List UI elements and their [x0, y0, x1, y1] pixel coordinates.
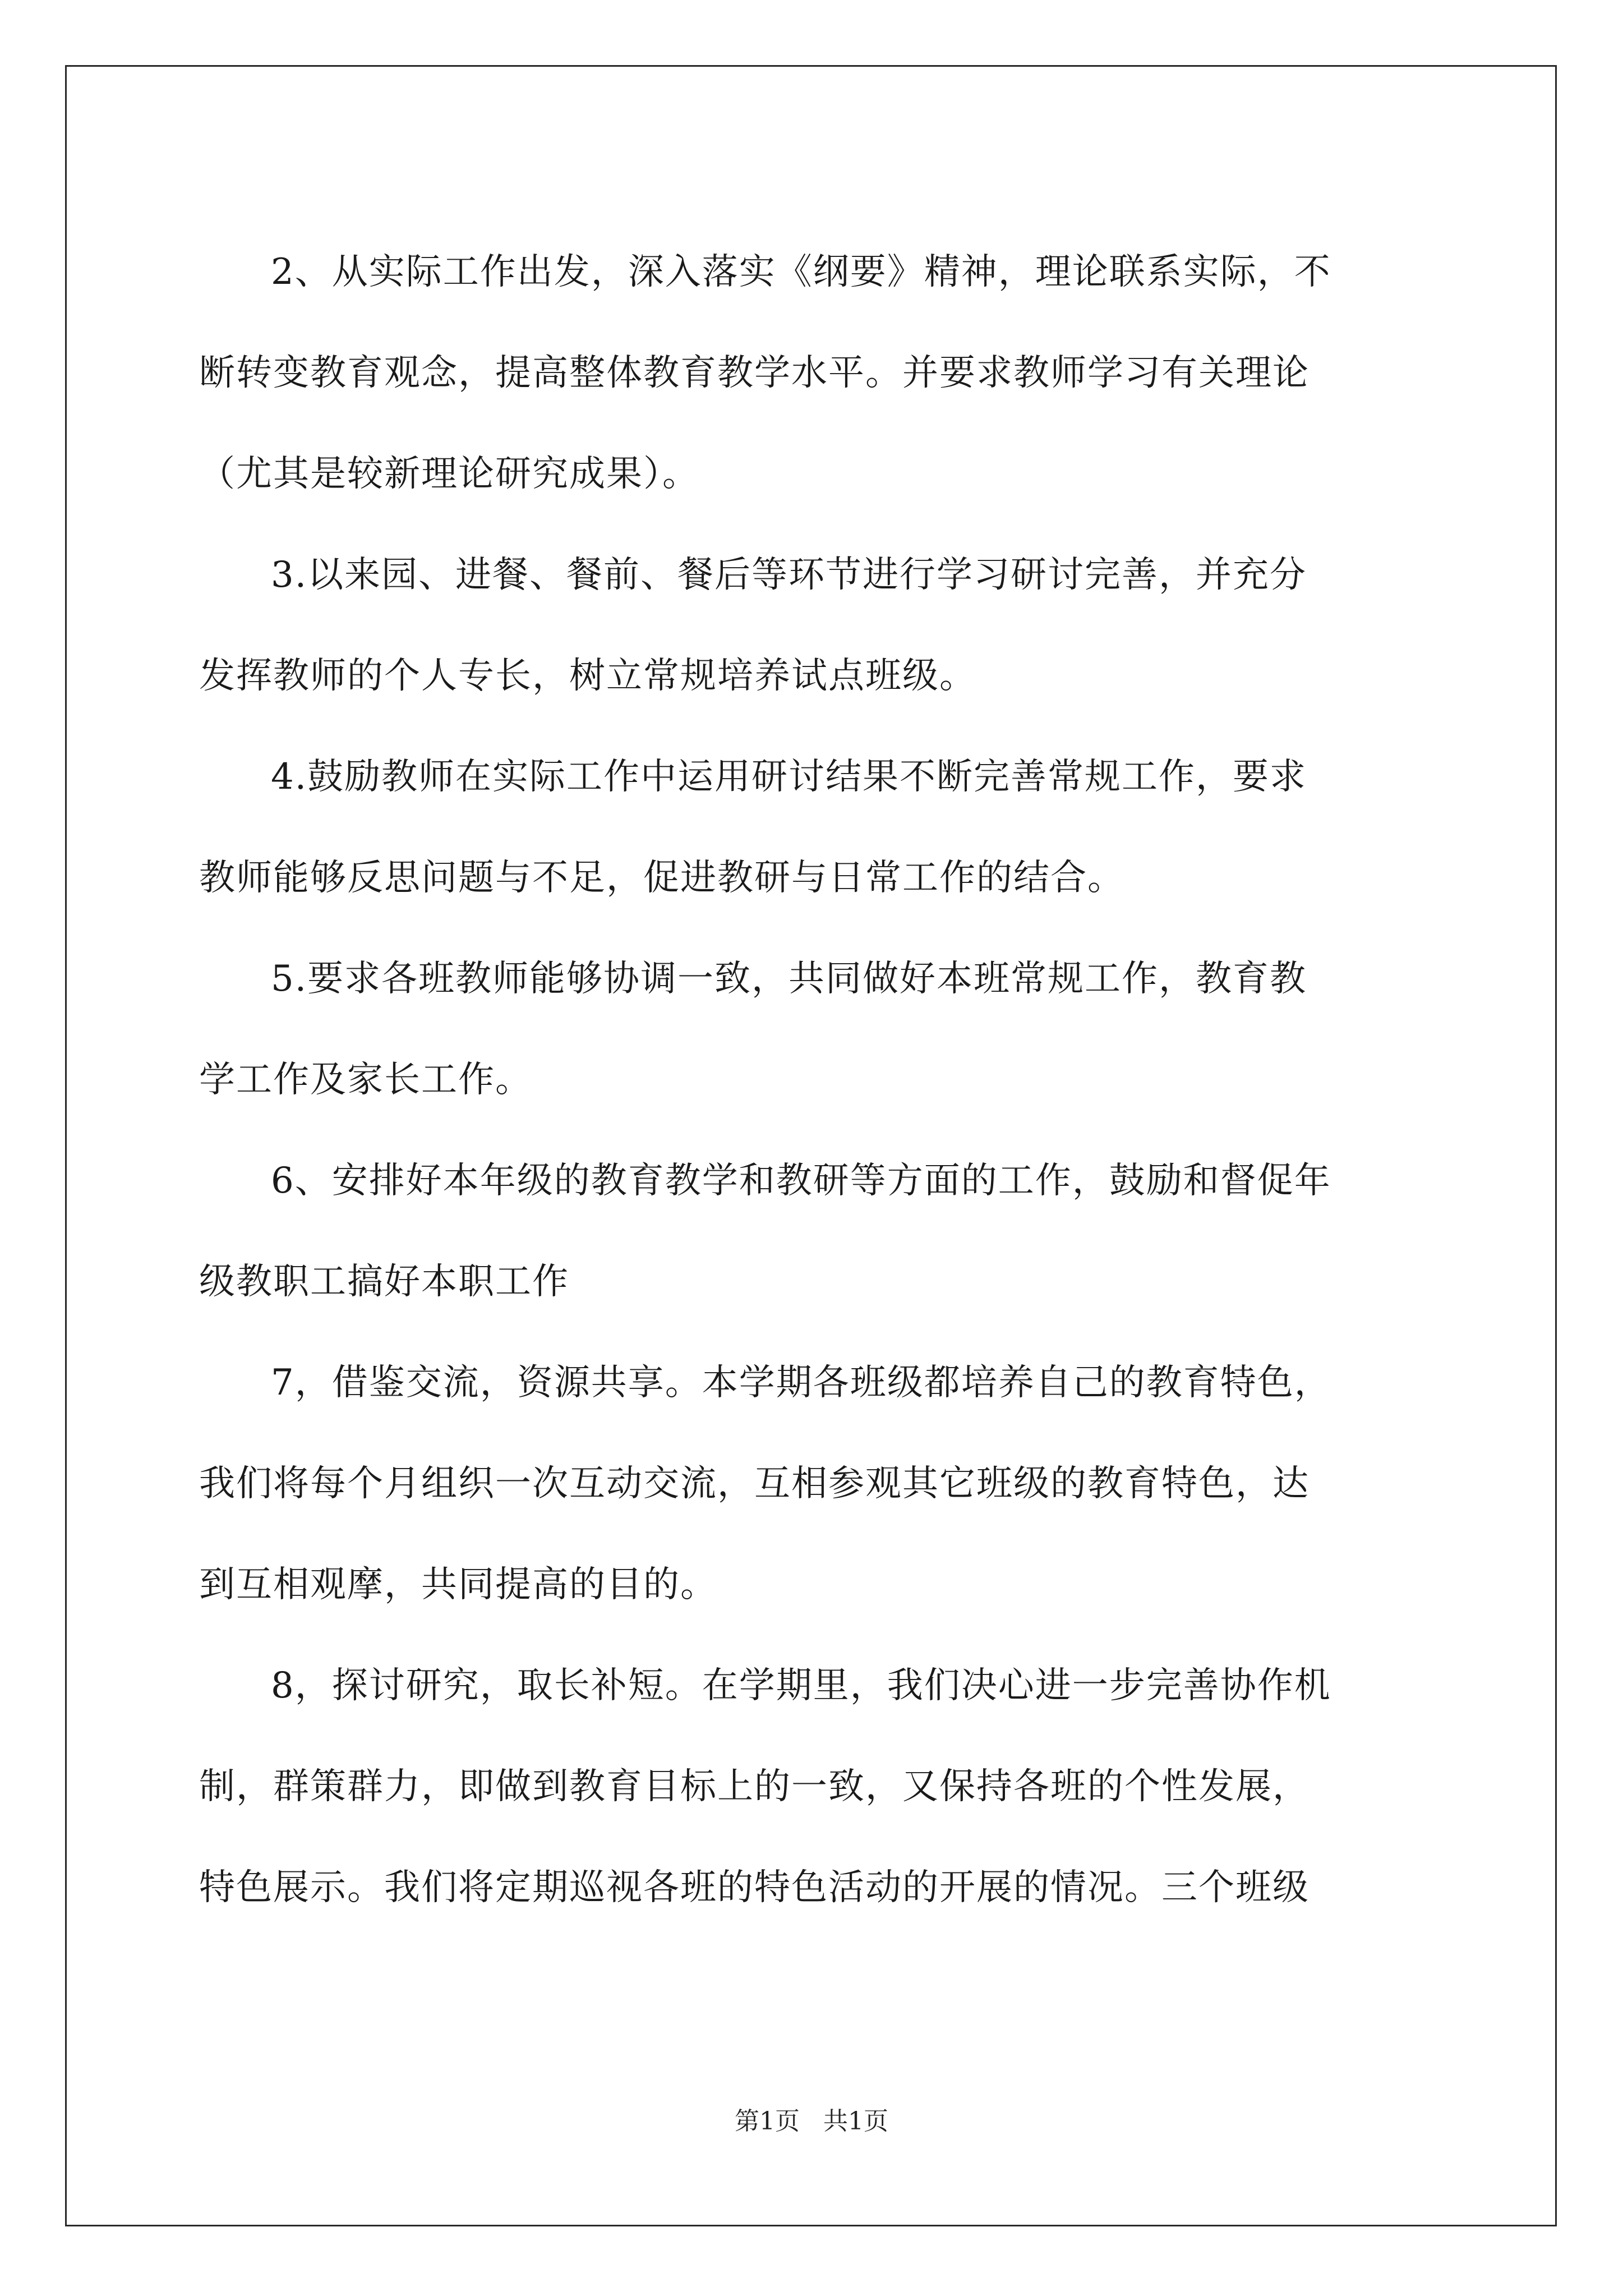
text-line: 5.要求各班教师能够协调一致，共同做好本班常规工作，教育教 — [271, 958, 1307, 1000]
text-line: 我们将每个月组织一次互动交流，互相参观其它班级的教育特色，达 — [199, 1463, 1310, 1504]
text-line: 6、安排好本年级的教育教学和教研等方面的工作，鼓励和督促年 — [271, 1160, 1331, 1202]
text-line: 7，借鉴交流，资源共享。本学期各班级都培养自己的教育特色， — [271, 1362, 1331, 1404]
text-line: （尤其是较新理论研究成果）。 — [199, 453, 699, 495]
page-footer — [0, 2101, 1623, 2137]
page-number-total: 共1页 — [823, 2107, 888, 2136]
text-line: 8，探讨研究，取长补短。在学期里，我们决心进一步完善协作机 — [271, 1665, 1331, 1706]
document-body — [199, 222, 1426, 1938]
paragraph-4 — [199, 726, 1426, 928]
text-line: 发挥教师的个人专长，树立常规培养试点班级。 — [199, 655, 976, 697]
paragraph-8 — [199, 1635, 1426, 1938]
paragraph-7 — [199, 1332, 1426, 1635]
paragraph-6 — [199, 1130, 1426, 1332]
text-line: 到互相观摩，共同提高的目的。 — [199, 1564, 717, 1605]
page-number-current: 第1页 — [735, 2107, 800, 2136]
text-line: 2、从实际工作出发，深入落实《纲要》精神，理论联系实际，不 — [271, 251, 1331, 293]
paragraph-5 — [199, 928, 1426, 1130]
text-line: 3.以来园、进餐、餐前、餐后等环节进行学习研讨完善，并充分 — [271, 554, 1307, 596]
text-line: 特色展示。我们将定期巡视各班的特色活动的开展的情况。三个班级 — [199, 1867, 1310, 1908]
text-line: 级教职工搞好本职工作 — [199, 1261, 569, 1303]
paragraph-3 — [199, 524, 1426, 726]
text-line: 学工作及家长工作。 — [199, 1059, 532, 1101]
text-line: 制，群策群力，即做到教育目标上的一致，又保持各班的个性发展， — [199, 1766, 1310, 1807]
text-line: 教师能够反思问题与不足，促进教研与日常工作的结合。 — [199, 857, 1124, 899]
paragraph-2 — [199, 222, 1426, 524]
text-line: 断转变教育观念，提高整体教育教学水平。并要求教师学习有关理论 — [199, 352, 1310, 394]
text-line: 4.鼓励教师在实际工作中运用研讨结果不断完善常规工作，要求 — [271, 756, 1307, 798]
